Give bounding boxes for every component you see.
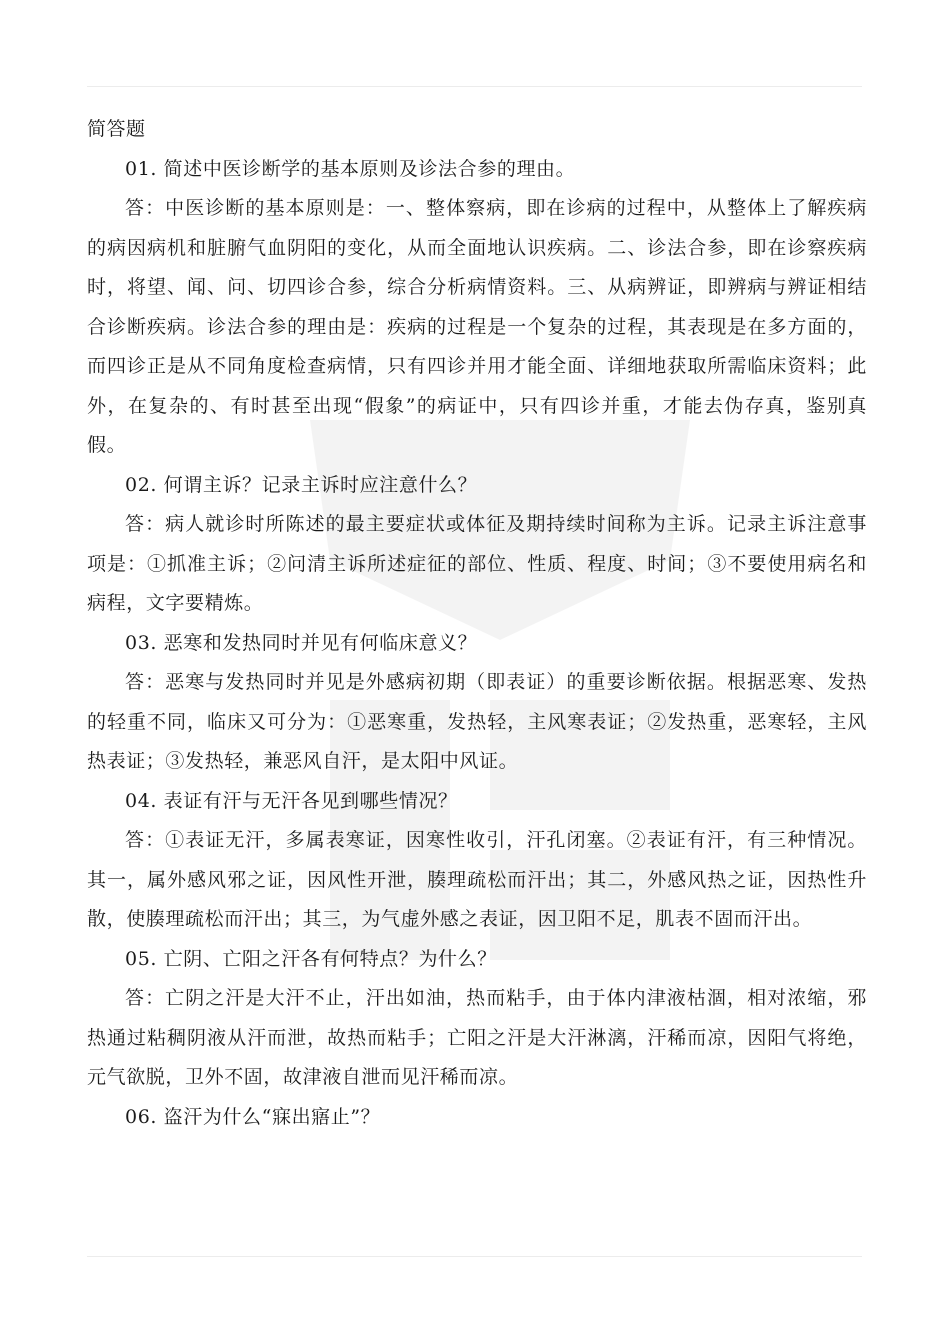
answer-04: 答：①表证无汗，多属表寒证，因寒性收引，汗孔闭塞。②表证有汗，有三种情况。其一，属外感风邪之证，因风性开泄，腠理疏松而汗出；其二，外感风热之证，因热性升散，使腠理疏松而汗出；其三，为气虚外感之表证，因卫阳不足，肌表不固而汗出。 [87,829,867,930]
answer-05: 答：亡阴之汗是大汗不止，汗出如油，热而粘手，由于体内津液枯涸，相对浓缩，邪热通过粘稠阴液从汗而泄，故热而粘手；亡阳之汗是大汗淋漓，汗稀而凉，因阳气将绝，元气欲脱，卫外不固，故津液自泄而见汗稀而凉。 [87,987,867,1088]
question-05: 05. 亡阴、亡阳之汗各有何特点？为什么？ [125,947,497,970]
question-06: 06. 盗汗为什么“寐出寤止”？ [125,1105,381,1128]
document-body [87,110,867,1137]
question-01: 01. 简述中医诊断学的基本原则及诊法合参的理由。 [125,157,576,180]
answer-03: 答：恶寒与发热同时并见是外感病初期（即表证）的重要诊断依据。根据恶寒、发热的轻重不同，临床又可分为：①恶寒重，发热轻，主风寒表证；②发热重，恶寒轻，主风热表证；③发热轻，兼恶风自汗，是太阳中风证。 [87,671,867,772]
answer-01: 答：中医诊断的基本原则是：一、整体察病，即在诊病的过程中，从整体上了解疾病的病因病机和脏腑气血阴阳的变化，从而全面地认识疾病。二、诊法合参，即在诊察疾病时，将望、闻、问、切四诊合参，综合分析病情资料。三、从病辨证，即辨病与辨证相结合诊断疾病。诊法合参的理由是：疾病的过程是一个复杂的过程，其表现是在多方面的，而四诊正是从不同角度检查病情，只有四诊并用才能全面、详细地获取所需临床资料；此外，在复杂的、有时甚至出现“假象”的病证中，只有四诊并重，才能去伪存真，鉴别真假。 [87,197,867,456]
question-04: 04. 表证有汗与无汗各见到哪些情况？ [125,789,458,812]
section-title: 简答题 [87,118,146,140]
question-02: 02. 何谓主诉？记录主诉时应注意什么？ [125,473,478,496]
top-divider [87,86,862,87]
bottom-divider [87,1256,862,1257]
question-03: 03. 恶寒和发热同时并见有何临床意义？ [125,631,478,654]
answer-02: 答：病人就诊时所陈述的最主要症状或体征及期持续时间称为主诉。记录主诉注意事项是：①抓准主诉；②问清主诉所述症征的部位、性质、程度、时间；③不要使用病名和病程，文字要精炼。 [87,513,867,614]
